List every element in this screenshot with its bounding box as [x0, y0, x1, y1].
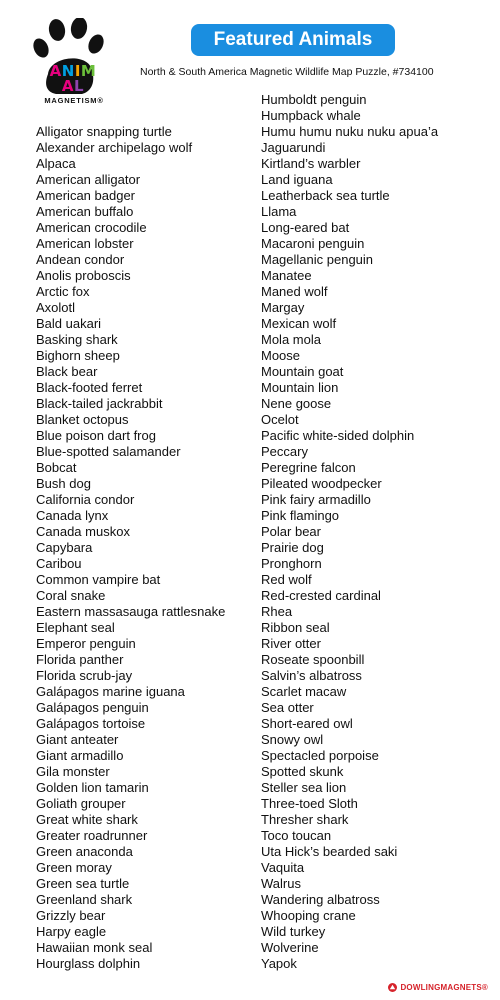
list-item: Goliath grouper	[36, 796, 126, 811]
list-item: Roseate spoonbill	[261, 652, 365, 667]
list-item: Giant armadillo	[36, 748, 124, 763]
brand-name-a: DOWLING	[400, 983, 441, 992]
list-item: Wild turkey	[261, 924, 326, 939]
list-item: Alligator snapping turtle	[36, 124, 172, 139]
list-item: Walrus	[261, 876, 301, 891]
list-item: Llama	[261, 204, 297, 219]
animal-list-left	[36, 124, 251, 972]
list-item: California condor	[36, 492, 135, 507]
list-item: Arctic fox	[36, 284, 90, 299]
list-item: American crocodile	[36, 220, 147, 235]
list-item: Hawaiian monk seal	[36, 940, 153, 955]
list-item: Wolverine	[261, 940, 319, 955]
list-item: Short-eared owl	[261, 716, 353, 731]
list-item: Humpback whale	[261, 108, 361, 123]
list-item: Spectacled porpoise	[261, 748, 379, 763]
list-item: Capybara	[36, 540, 93, 555]
list-item: Maned wolf	[261, 284, 328, 299]
list-item: Peregrine falcon	[261, 460, 356, 475]
list-item: American lobster	[36, 236, 134, 251]
list-item: Galápagos marine iguana	[36, 684, 185, 699]
list-item: Yapok	[261, 956, 297, 971]
logo-letter: M	[80, 62, 97, 80]
list-item: Land iguana	[261, 172, 333, 187]
list-item: Mola mola	[261, 332, 321, 347]
list-item: Macaroni penguin	[261, 236, 365, 251]
list-item: Bush dog	[36, 476, 91, 491]
list-item: Toco toucan	[261, 828, 332, 843]
page-subtitle: North & South America Magnetic Wildlife Map Puzzle, #734100	[140, 66, 434, 78]
list-item: Wandering albatross	[261, 892, 380, 907]
list-item: Red wolf	[261, 572, 312, 587]
logo-letter: I	[74, 62, 81, 80]
list-item: Green sea turtle	[36, 876, 130, 891]
list-item: Magellanic penguin	[261, 252, 374, 267]
list-item: River otter	[261, 636, 321, 651]
list-item: Sea otter	[261, 700, 314, 715]
list-item: Basking shark	[36, 332, 118, 347]
list-item: Galápagos tortoise	[36, 716, 146, 731]
list-item: Pronghorn	[261, 556, 322, 571]
list-item: Moose	[261, 348, 301, 363]
list-item: Elephant seal	[36, 620, 115, 635]
list-item: Vaquita	[261, 860, 305, 875]
list-item: Long-eared bat	[261, 220, 350, 235]
logo-letter: A	[61, 77, 75, 95]
list-item: Pink flamingo	[261, 508, 340, 523]
list-item: Golden lion tamarin	[36, 780, 149, 795]
list-item: Black bear	[36, 364, 98, 379]
list-item: Caribou	[36, 556, 82, 571]
list-item: Pacific white-sided dolphin	[261, 428, 415, 443]
list-item: Bald uakari	[36, 316, 102, 331]
list-item: Steller sea lion	[261, 780, 347, 795]
list-item: Greenland shark	[36, 892, 133, 907]
list-item: Jaguarundi	[261, 140, 326, 155]
list-item: Polar bear	[261, 524, 321, 539]
list-item: Whooping crane	[261, 908, 356, 923]
list-item: Great white shark	[36, 812, 138, 827]
list-item: Snowy owl	[261, 732, 324, 747]
list-item: Axolotl	[36, 300, 76, 315]
list-item: Greater roadrunner	[36, 828, 148, 843]
animal-list-right	[261, 92, 491, 972]
list-item: Salvin’s albatross	[261, 668, 362, 683]
list-item: American buffalo	[36, 204, 134, 219]
list-item: Florida scrub-jay	[36, 668, 133, 683]
list-item: Rhea	[261, 604, 293, 619]
list-item: Alpaca	[36, 156, 76, 171]
list-item: Green moray	[36, 860, 112, 875]
list-item: Nene goose	[261, 396, 332, 411]
list-item: Emperor penguin	[36, 636, 136, 651]
list-item: Bighorn sheep	[36, 348, 120, 363]
list-item: Blue-spotted salamander	[36, 444, 181, 459]
list-item: Manatee	[261, 268, 312, 283]
list-item: Giant anteater	[36, 732, 119, 747]
list-item: Blanket octopus	[36, 412, 129, 427]
list-item: Canada lynx	[36, 508, 109, 523]
list-item: Alexander archipelago wolf	[36, 140, 193, 155]
list-item: Coral snake	[36, 588, 106, 603]
list-item: Thresher shark	[261, 812, 349, 827]
list-item: Mountain goat	[261, 364, 344, 379]
list-item: Humu humu nuku nuku apua’a	[261, 124, 439, 139]
list-item: Black-footed ferret	[36, 380, 143, 395]
list-item: American alligator	[36, 172, 141, 187]
logo-wordmark	[48, 64, 98, 94]
list-item: Ribbon seal	[261, 620, 330, 635]
list-item: Bobcat	[36, 460, 77, 475]
brand-name-b: MAGNETS®	[440, 983, 488, 992]
list-item: Canada muskox	[36, 524, 130, 539]
list-item: Uta Hick’s bearded saki	[261, 844, 398, 859]
list-item: Green anaconda	[36, 844, 133, 859]
list-item: Anolis proboscis	[36, 268, 131, 283]
logo-letter: N	[61, 62, 75, 80]
list-item: Florida panther	[36, 652, 124, 667]
list-item: Ocelot	[261, 412, 299, 427]
list-item: Harpy eagle	[36, 924, 107, 939]
list-item: Blue poison dart frog	[36, 428, 156, 443]
list-item: Eastern massasauga rattlesnake	[36, 604, 226, 619]
list-item: Kirtland’s warbler	[261, 156, 361, 171]
list-item: Pink fairy armadillo	[261, 492, 371, 507]
list-item: Three-toed Sloth	[261, 796, 358, 811]
list-item: Common vampire bat	[36, 572, 161, 587]
list-item: Spotted skunk	[261, 764, 344, 779]
brand-logo	[388, 983, 488, 992]
list-item: Hourglass dolphin	[36, 956, 141, 971]
brand-mark-icon	[388, 983, 397, 992]
list-item: Margay	[261, 300, 305, 315]
page-title: Featured Animals	[191, 24, 395, 56]
list-item: Pileated woodpecker	[261, 476, 382, 491]
list-item: Galápagos penguin	[36, 700, 149, 715]
list-item: Scarlet macaw	[261, 684, 347, 699]
list-item: Leatherback sea turtle	[261, 188, 390, 203]
logo-subtitle: MAGNETISM®	[44, 96, 104, 105]
list-item: Mexican wolf	[261, 316, 337, 331]
list-item: Gila monster	[36, 764, 110, 779]
list-item: Mountain lion	[261, 380, 339, 395]
list-item: American badger	[36, 188, 135, 203]
list-item: Grizzly bear	[36, 908, 106, 923]
list-item: Andean condor	[36, 252, 125, 267]
list-item: Prairie dog	[261, 540, 324, 555]
logo-letter: L	[74, 77, 85, 95]
list-item: Humboldt penguin	[261, 92, 367, 107]
list-item: Peccary	[261, 444, 308, 459]
logo-letter: A	[49, 62, 62, 80]
list-item: Red-crested cardinal	[261, 588, 381, 603]
list-item: Black-tailed jackrabbit	[36, 396, 163, 411]
